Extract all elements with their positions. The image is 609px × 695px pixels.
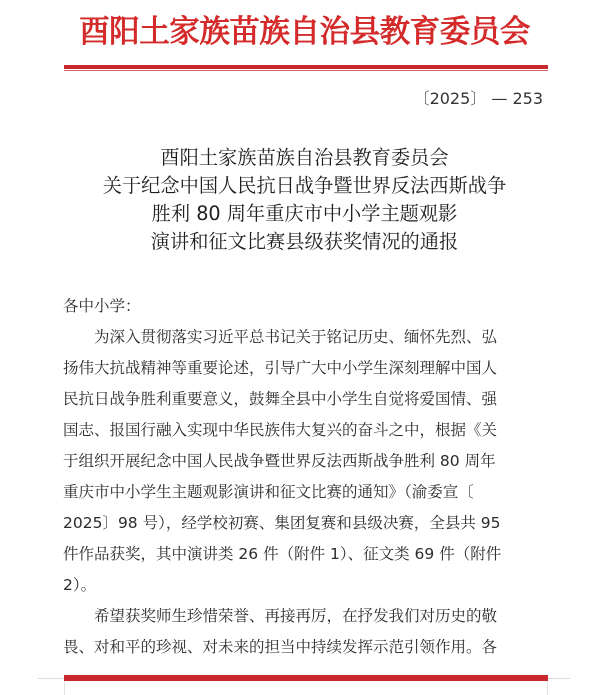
body-line: 件作品获奖，其中演讲类 26 件（附件 1）、征文类 69 件（附件 (63, 545, 502, 563)
body-line: 畏、对和平的珍视、对未来的担当中持续发挥示范引领作用。各 (63, 638, 498, 656)
body-line: 2025〕98 号），经学校初赛、集团复赛和县级决赛，全县共 95 (63, 514, 501, 532)
body-line: 民抗日战争胜利重要意义，鼓舞全县中小学生自觉将爱国情、强 (63, 390, 498, 408)
body-line: 希望获奖师生珍惜荣誉、再接再厉，在抒发我们对历史的敬 (94, 607, 498, 625)
issuing-organization-header: 酉阳土家族苗族自治县教育委员会 (79, 14, 530, 50)
red-header-rule (64, 65, 548, 69)
title-line: 酉阳土家族苗族自治县教育委员会 (160, 146, 449, 169)
body-line: 于组织开展纪念中国人民战争暨世界反法西斯战争胜利 80 周年 (63, 452, 496, 470)
body-line: 重庆市中小学生主题观影演讲和征文比赛的通知》（渝委宣〔 (63, 483, 474, 501)
title-line: 关于纪念中国人民抗日战争暨世界反法西斯战争 (102, 174, 507, 197)
red-header-rule-thin (64, 70, 548, 71)
title-line: 演讲和征文比赛县级获奖情况的通报 (150, 230, 459, 253)
title-line: 胜利 80 周年重庆市中小学主题观影 (151, 202, 458, 225)
body-line: 为深入贯彻落实习近平总书记关于铭记历史、缅怀先烈、弘 (94, 328, 498, 346)
red-footer-rule (64, 675, 548, 681)
body-line: 2）。 (63, 576, 97, 594)
page-edge-left (64, 681, 65, 695)
salutation: 各中小学： (63, 297, 141, 315)
body-line: 国志、报国行融入实现中华民族伟大复兴的奋斗之中，根据《关 (63, 421, 498, 439)
document-number: 〔2025〕 — 253 (413, 89, 543, 108)
page-edge-right (547, 681, 548, 695)
body-line: 扬伟大抗战精神等重要论述，引导广大中小学生深刻理解中国人 (63, 359, 498, 377)
